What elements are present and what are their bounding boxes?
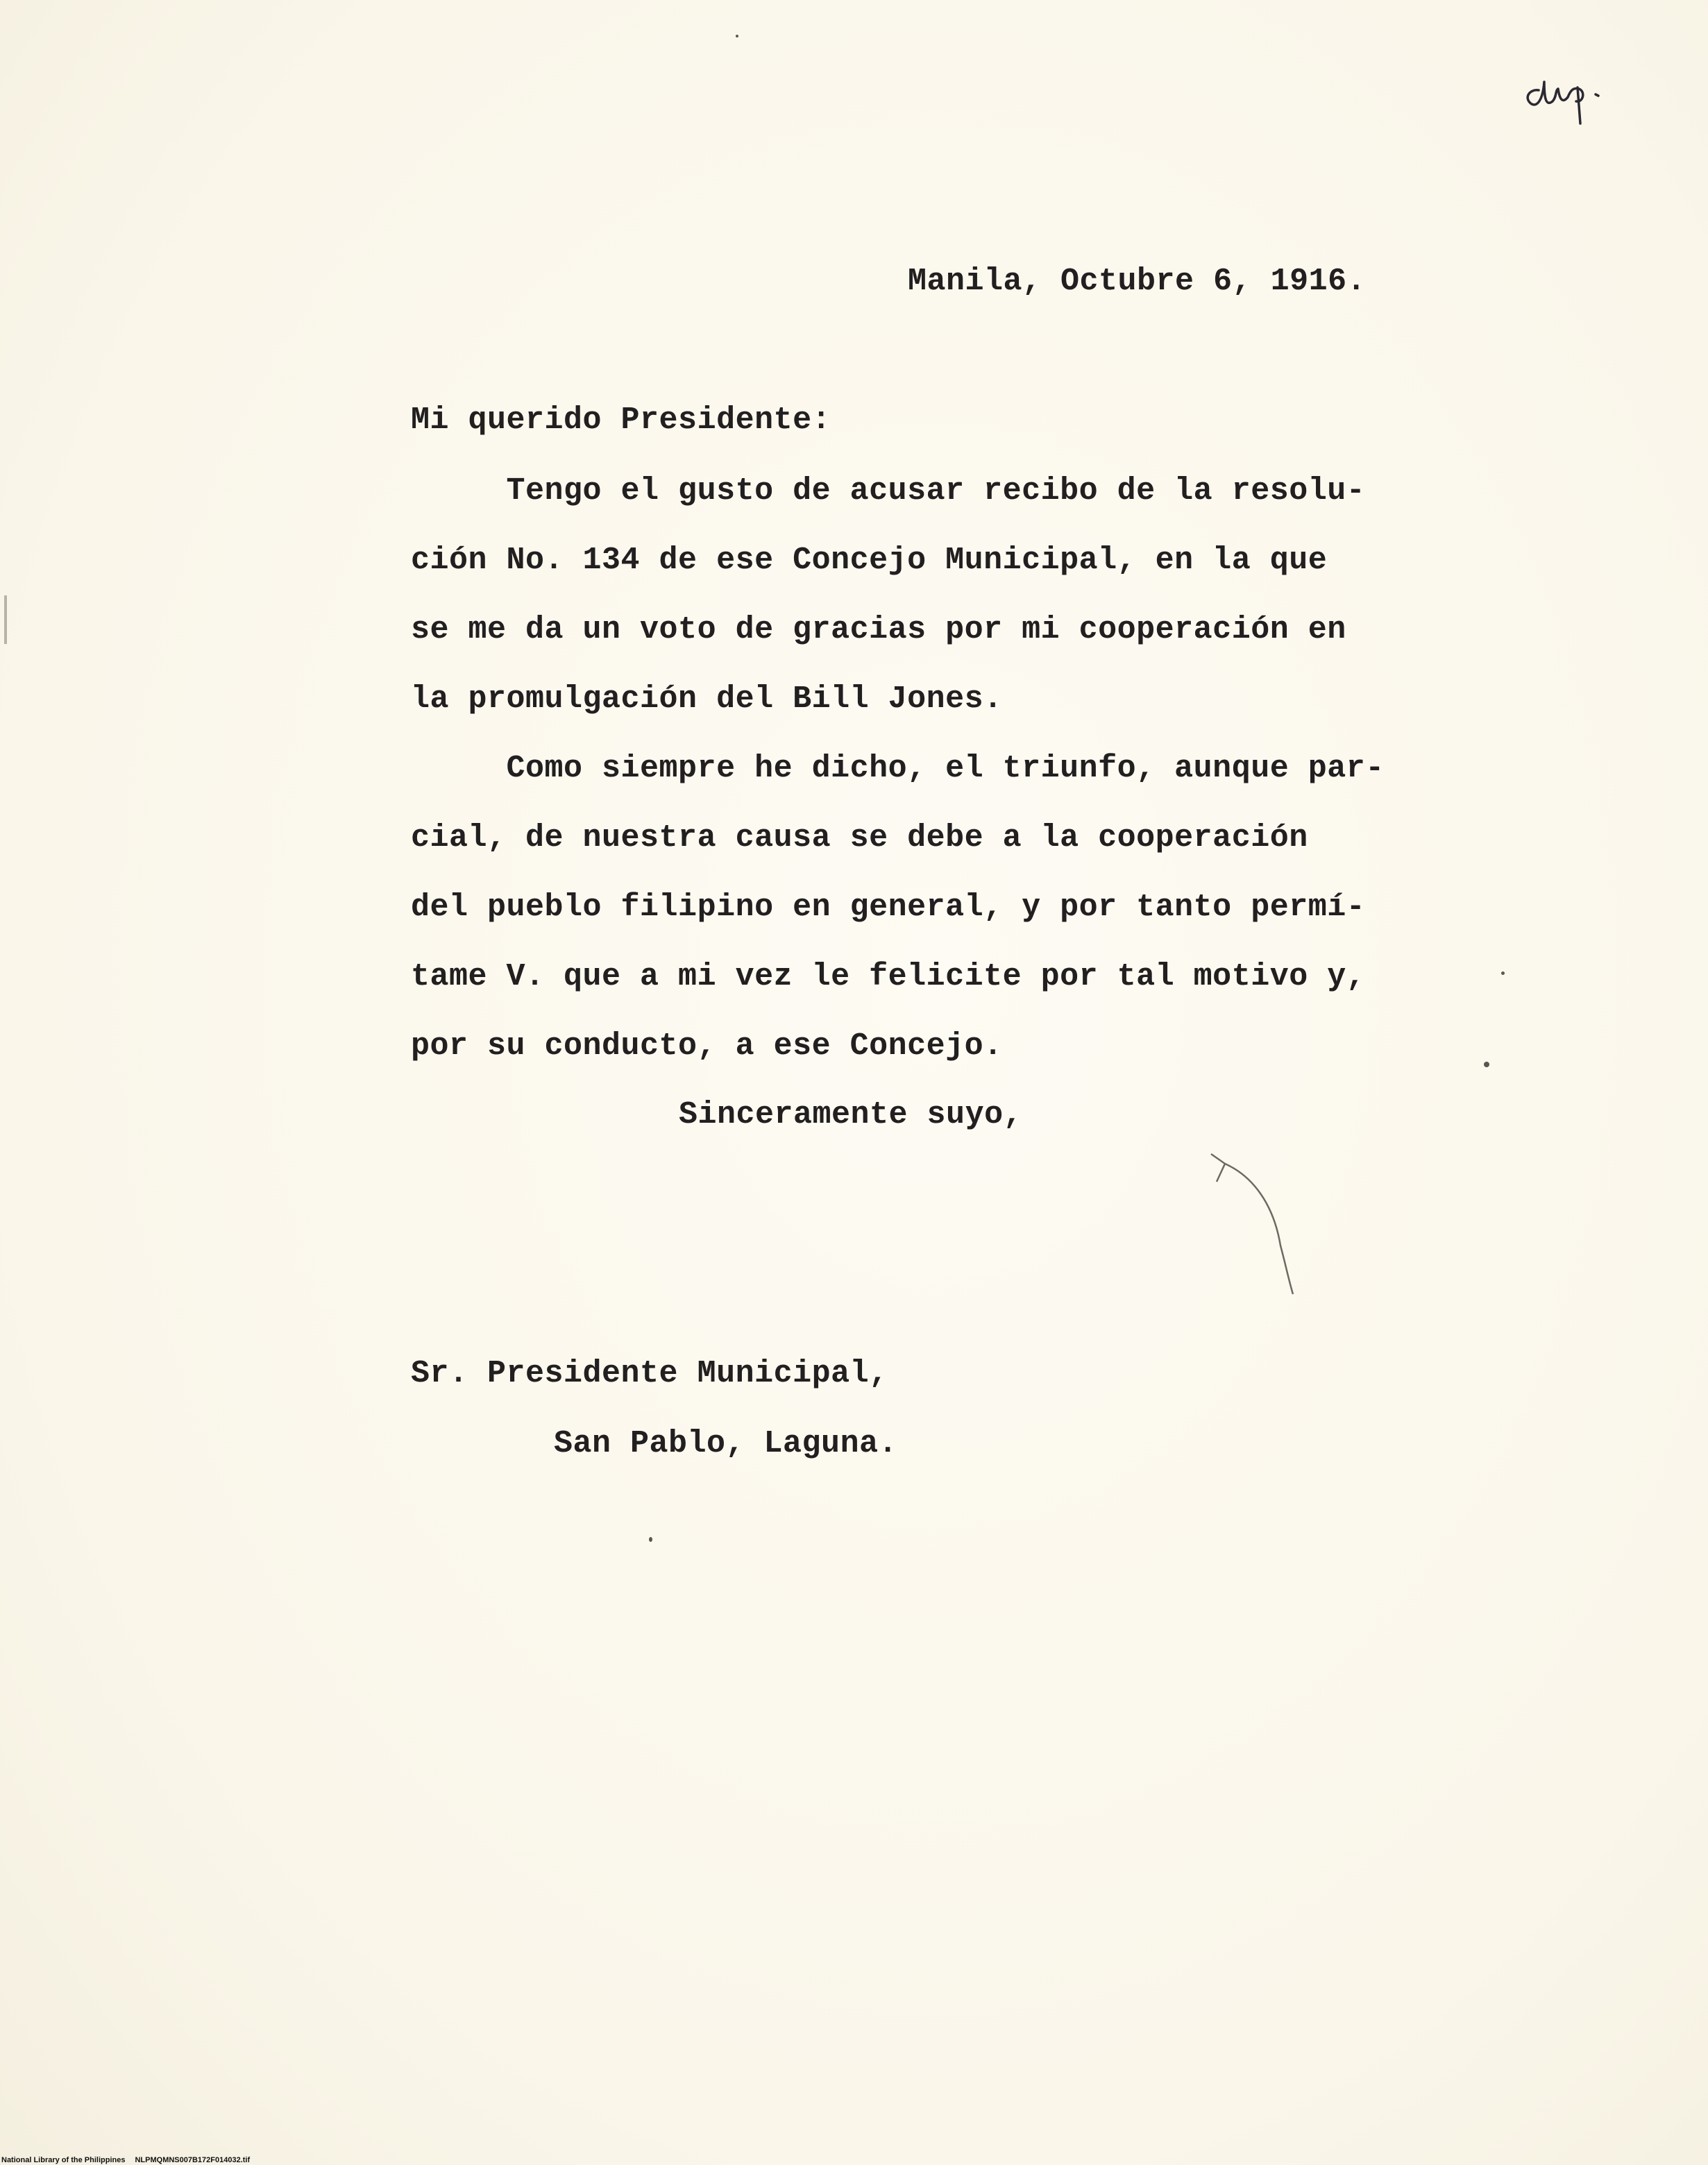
body-line: por su conducto, a ese Concejo. (411, 1028, 1003, 1064)
addressee-location: San Pablo, Laguna. (554, 1426, 898, 1461)
letter-date: Manila, Octubre 6, 1916. (908, 264, 1367, 299)
body-line: cial, de nuestra causa se debe a la cooperación (411, 820, 1308, 856)
body-line: la promulgación del Bill Jones. (411, 681, 1003, 717)
body-line: Como siempre he dicho, el triunfo, aunque par- (411, 751, 1385, 786)
footer-institution: National Library of the Philippines (1, 2156, 126, 2164)
body-line: ción No. 134 de ese Concejo Municipal, en la que (411, 543, 1328, 578)
addressee-title: Sr. Presidente Municipal, (411, 1356, 888, 1391)
paper-speck (1484, 1062, 1489, 1067)
paper-speck (1501, 971, 1505, 975)
handwritten-annotation (1516, 49, 1627, 160)
paper-speck (736, 35, 738, 37)
body-line: del pueblo filipino en general, y por tanto permí- (411, 890, 1366, 925)
body-line: Tengo el gusto de acusar recibo de la resolu- (411, 473, 1366, 509)
paper-fiber-mark (1204, 1148, 1301, 1301)
paper-speck (649, 1537, 652, 1542)
margin-mark (4, 595, 7, 644)
archive-footer (1, 2156, 250, 2164)
body-line: tame V. que a mi vez le felicite por tal motivo y, (411, 959, 1366, 994)
letter-salutation: Mi querido Presidente: (411, 402, 831, 438)
footer-filename: NLPMQMNS007B172F014032.tif (135, 2156, 251, 2164)
body-line: se me da un voto de gracias por mi cooperación en (411, 612, 1346, 647)
letter-closing: Sinceramente suyo, (679, 1097, 1023, 1132)
